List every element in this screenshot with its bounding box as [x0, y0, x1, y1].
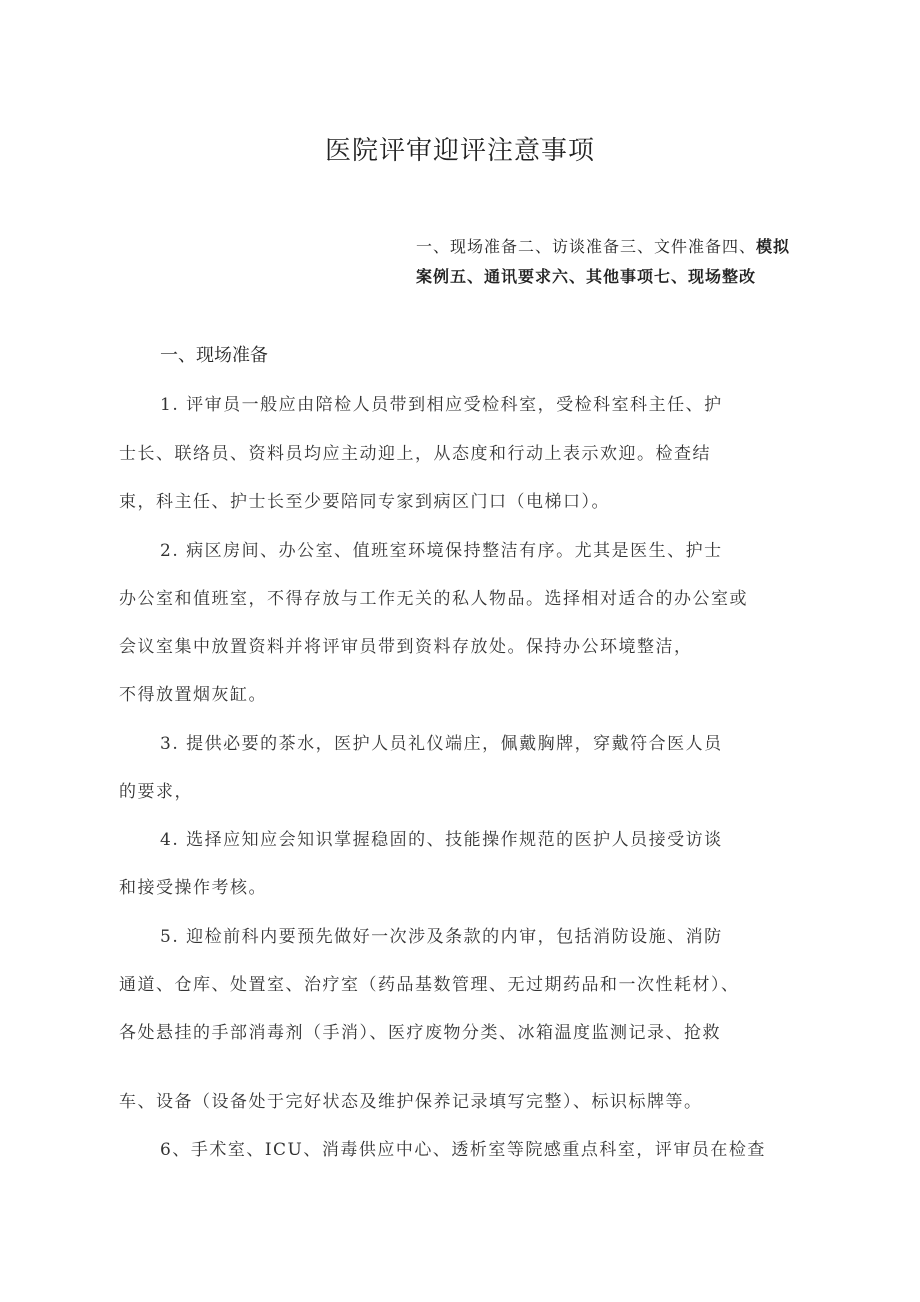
- body-line: 各处悬挂的手部消毒剂（手消）、医疗废物分类、冰箱温度监测记录、抢救: [119, 1023, 721, 1043]
- body-line: 4. 选择应知应会知识掌握稳固的、技能操作规范的医护人员接受访谈: [160, 830, 723, 850]
- body-line: 和接受操作考核。: [119, 878, 267, 898]
- body-line: 2. 病区房间、办公室、值班室环境保持整洁有序。尤其是医生、护士: [160, 541, 723, 561]
- body-line: 的要求，: [119, 782, 193, 802]
- toc-line-1: [416, 232, 836, 262]
- section-heading: 一、现场准备: [160, 345, 268, 366]
- body-line: 5. 迎检前科内要预先做好一次涉及条款的内审，包括消防设施、消防: [160, 927, 723, 947]
- body-line: 士长、联络员、资料员均应主动迎上，从态度和行动上表示欢迎。检查结: [119, 444, 711, 464]
- table-of-contents: [416, 232, 836, 292]
- document-title: 医院评审迎评注意事项: [324, 136, 595, 166]
- body-line: 会议室集中放置资料并将评审员带到资料存放处。保持办公环境整洁，: [119, 637, 693, 657]
- toc-line-1-regular: 一、现场准备二、访谈准备三、文件准备四、: [416, 237, 757, 256]
- body-line: 3. 提供必要的茶水，医护人员礼仪端庄，佩戴胸牌，穿戴符合医人员: [160, 734, 723, 754]
- body-line: 1. 评审员一般应由陪检人员带到相应受检科室，受检科室科主任、护: [160, 395, 723, 415]
- body-line: 车、设备（设备处于完好状态及维护保养记录填写完整）、标识标牌等。: [119, 1092, 703, 1112]
- body-line: 不得放置烟灰缸。: [119, 685, 267, 705]
- body-line: 通道、仓库、处置室、治疗室（药品基数管理、无过期药品和一次性耗材）、: [119, 975, 740, 995]
- toc-line-1-bold: 模拟: [756, 237, 791, 256]
- body-line: 束，科主任、护士长至少要陪同专家到病区门口（电梯口）。: [119, 492, 610, 512]
- body-line: 6、手术室、ICU、消毒供应中心、透析室等院感重点科室，评审员在检查: [160, 1140, 766, 1160]
- body-line: 办公室和值班室，不得存放与工作无关的私人物品。选择相对适合的办公室或: [119, 589, 748, 609]
- toc-line-2: 案例五、通讯要求六、其他事项七、现场整改: [416, 267, 757, 286]
